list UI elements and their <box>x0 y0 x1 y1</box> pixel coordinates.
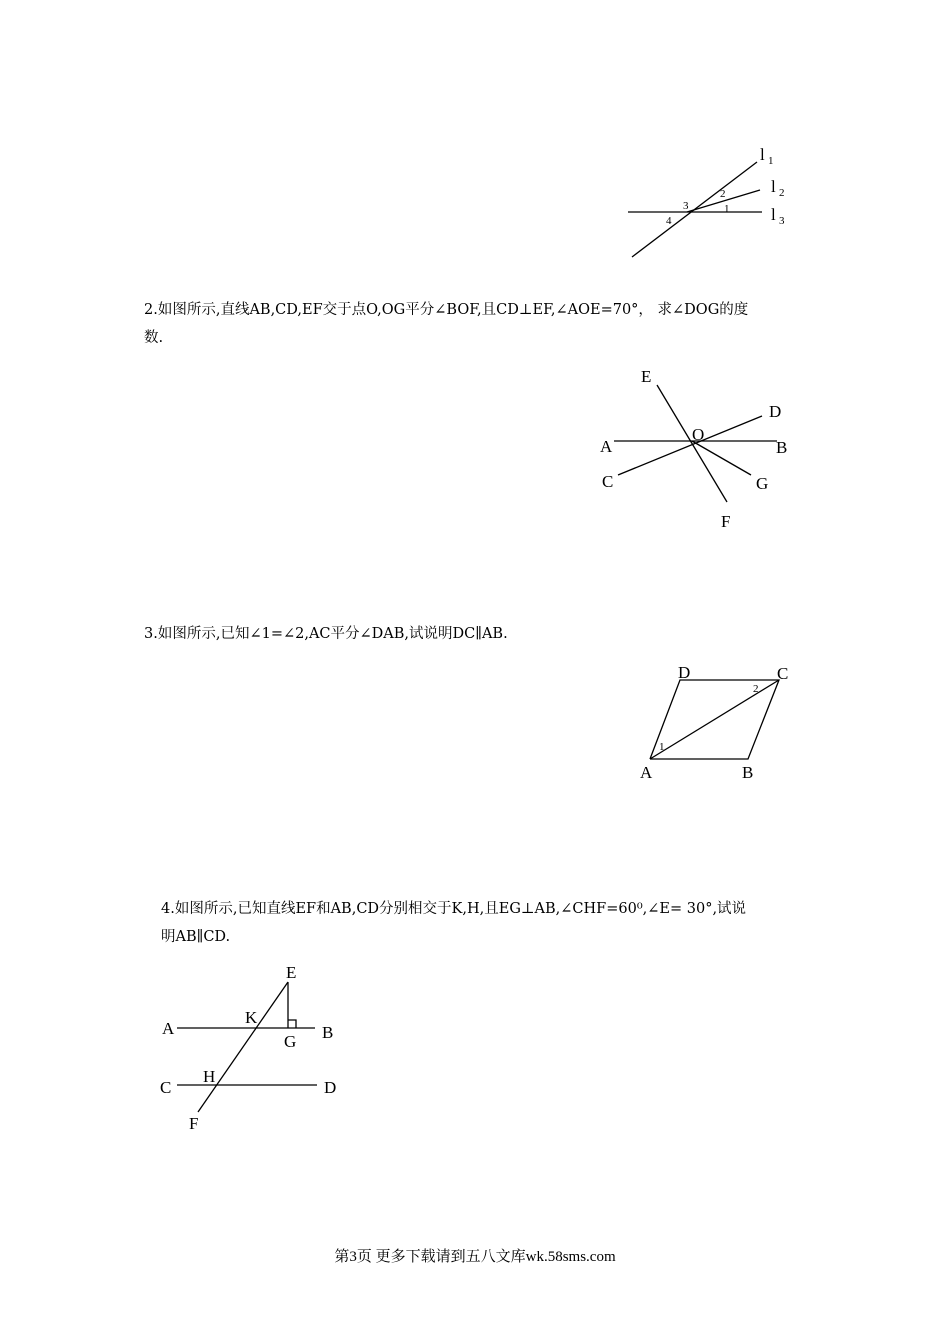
label-D: D <box>324 1078 337 1097</box>
question-2-line-2: 数. <box>144 330 164 346</box>
label-l1-sub: 1 <box>768 155 774 167</box>
label-B: B <box>322 1023 334 1042</box>
figure-intersecting-lines <box>590 360 810 540</box>
label-O: O <box>692 425 705 444</box>
label-K: K <box>245 1008 258 1027</box>
figure-three-lines <box>610 130 810 270</box>
label-E: E <box>286 963 297 982</box>
question-4-line-2: 明AB∥CD. <box>161 929 231 945</box>
right-angle-mark <box>288 1020 296 1028</box>
label-l2: l <box>771 177 776 196</box>
question-2-line-1: 2.如图所示,直线AB,CD,EF交于点O,OG平分∠BOF,且CD⊥EF,∠AOE=70°， 求∠DOG的度 <box>144 302 749 318</box>
label-H: H <box>203 1067 216 1086</box>
label-G: G <box>756 474 769 493</box>
angle-3: 3 <box>683 200 689 212</box>
question-4-line-1: 4.如图所示,已知直线EF和AB,CD分别相交于K,H,且EG⊥AB,∠CHF=60⁰,∠E= 30°,试说 <box>161 901 747 917</box>
figure-parallelogram <box>620 650 810 790</box>
label-B: B <box>742 763 754 782</box>
label-F: F <box>189 1114 199 1133</box>
line-EF <box>198 982 288 1112</box>
angle-1: 1 <box>659 741 665 753</box>
angle-1: 1 <box>724 203 730 215</box>
angle-2: 2 <box>720 188 726 200</box>
figure-transversal <box>150 955 360 1140</box>
question-3-text: 3.如图所示,已知∠1=∠2,AC平分∠DAB,试说明DC∥AB. <box>144 626 508 642</box>
label-D: D <box>769 402 782 421</box>
label-l3-sub: 3 <box>779 215 785 227</box>
label-G: G <box>284 1032 297 1051</box>
label-D: D <box>678 663 691 682</box>
label-l3: l <box>771 205 776 224</box>
angle-4: 4 <box>666 215 672 227</box>
label-E: E <box>641 367 652 386</box>
label-A: A <box>162 1019 175 1038</box>
label-A: A <box>640 763 653 782</box>
label-l1: l <box>760 145 765 164</box>
label-C: C <box>777 664 789 683</box>
line-CD <box>618 416 762 475</box>
label-A: A <box>600 437 613 456</box>
label-B: B <box>776 438 788 457</box>
page-footer: 第3页 更多下载请到五八文库wk.58sms.com <box>334 1249 616 1265</box>
label-C: C <box>602 472 614 491</box>
angle-2: 2 <box>753 683 759 695</box>
label-C: C <box>160 1078 172 1097</box>
label-F: F <box>721 512 731 531</box>
label-l2-sub: 2 <box>779 187 785 199</box>
diagonal-AC <box>650 680 779 759</box>
